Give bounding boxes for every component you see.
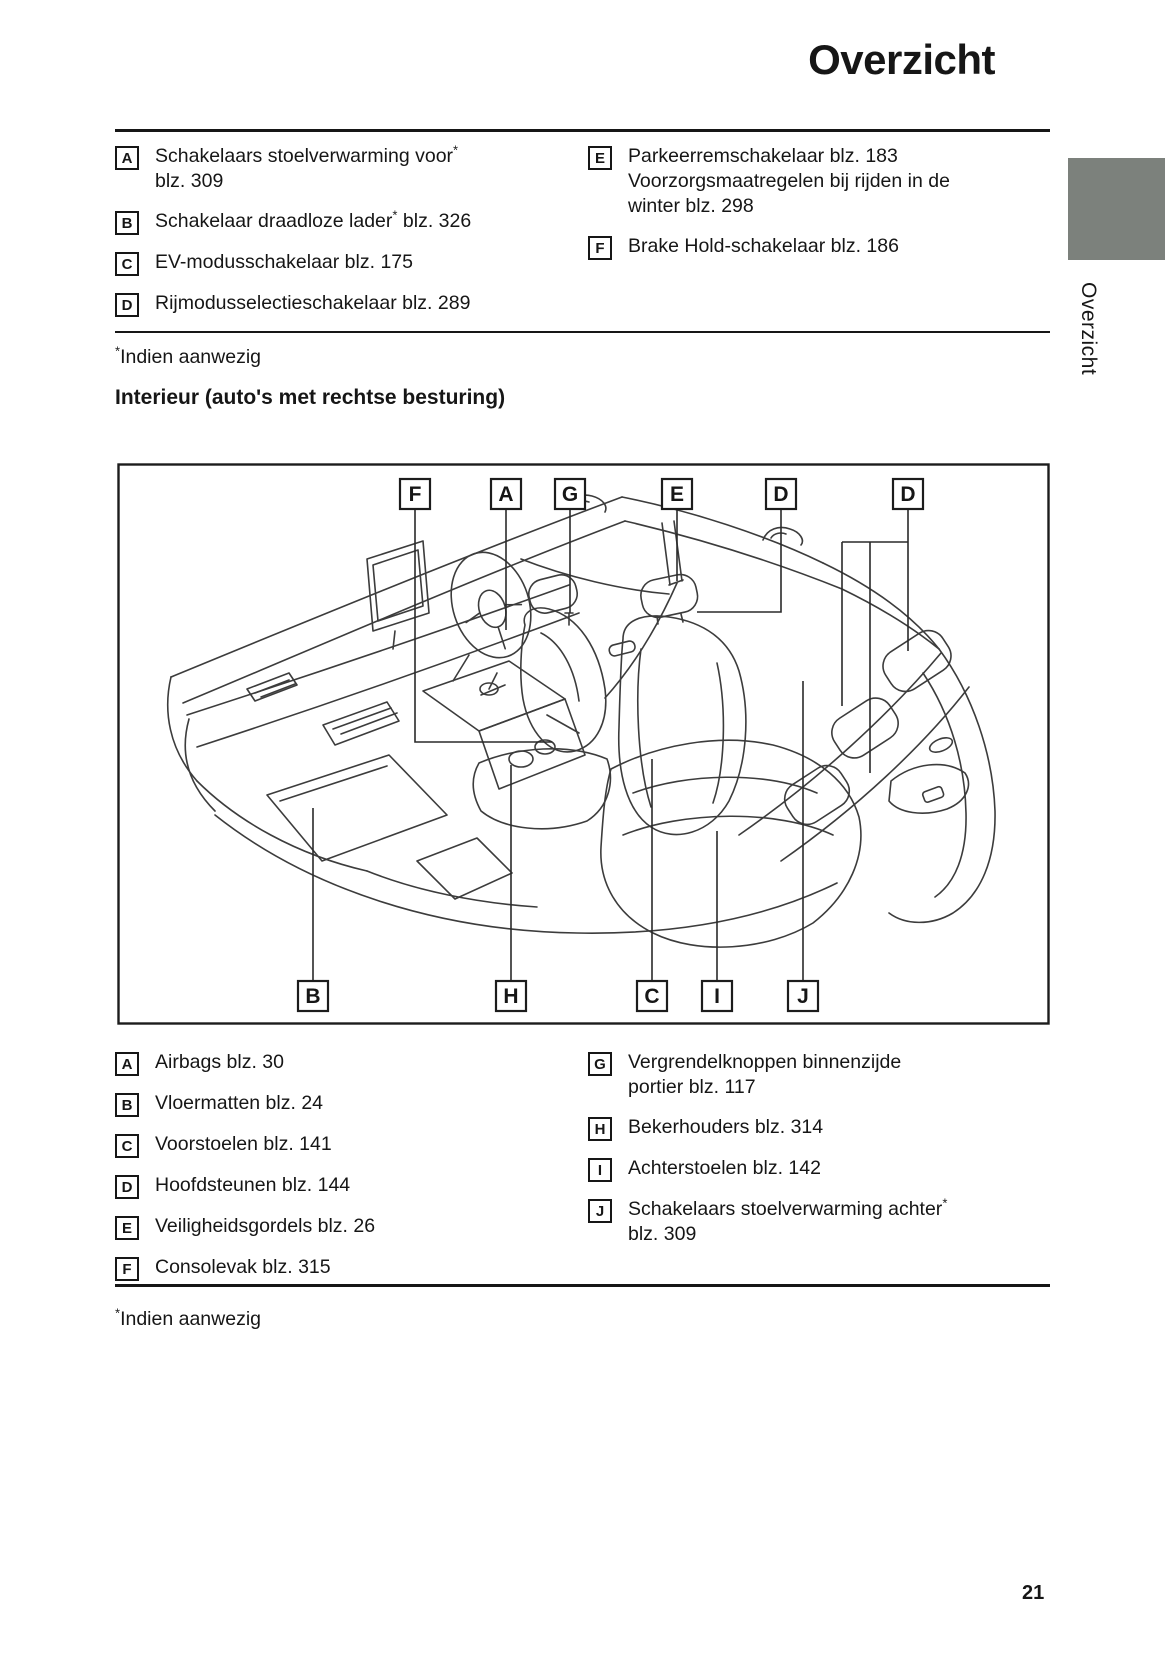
chapter-tab (1068, 158, 1165, 260)
item-text (628, 1156, 821, 1181)
item-key-box: F (588, 236, 612, 260)
diagram-frame (119, 465, 1049, 1024)
item-text (155, 1091, 323, 1116)
item-text (155, 1173, 350, 1198)
item-key-box: G (588, 1052, 612, 1076)
callout-letter: B (305, 985, 321, 1008)
item-rest: blz. 326 (397, 210, 472, 232)
item-text (155, 291, 470, 316)
item-key-box: C (115, 1134, 139, 1158)
top-legend-left (115, 144, 575, 332)
divider-mid (115, 331, 1050, 333)
item-key-box: J (588, 1199, 612, 1223)
callout-letter: F (408, 483, 422, 506)
item-key-box: B (115, 1093, 139, 1117)
list-item (115, 1132, 575, 1158)
item-line1: Schakelaars stoelverwarming achter (628, 1198, 943, 1220)
item-key-box: A (115, 1052, 139, 1076)
list-item (588, 1115, 1033, 1141)
bottom-legend-right (588, 1050, 1033, 1262)
callout-letter: A (498, 483, 514, 506)
callout-letter: I (714, 985, 720, 1008)
item-key-box: F (115, 1257, 139, 1281)
callout-letter: G (561, 483, 579, 506)
callout-letter: D (773, 483, 789, 506)
divider-top (115, 129, 1050, 132)
item-line2: Voorzorgsmaatregelen bij rijden in de (628, 170, 950, 192)
list-item (115, 250, 575, 276)
list-item (588, 1156, 1033, 1182)
item-line1: Airbags blz. 30 (155, 1051, 284, 1073)
interior-diagram (117, 463, 1050, 1025)
item-line2: portier blz. 117 (628, 1076, 756, 1098)
page-number: 21 (1022, 1582, 1045, 1604)
item-text (628, 144, 950, 219)
footnote (115, 1305, 261, 1331)
list-item (588, 144, 1028, 219)
callout-letter: D (900, 483, 916, 506)
divider-bottom (115, 1284, 1050, 1287)
footnote-marker: * (115, 1305, 121, 1321)
item-key-box: I (588, 1158, 612, 1182)
footnote-marker: * (392, 207, 398, 223)
item-text (628, 234, 899, 259)
list-item (588, 1050, 1033, 1100)
footnote-text: Indien aanwezig (120, 1308, 261, 1330)
item-text (155, 209, 471, 234)
item-line1: Achterstoelen blz. 142 (628, 1157, 821, 1179)
item-line1: Veiligheidsgordels blz. 26 (155, 1215, 376, 1237)
bottom-legend-left (115, 1050, 575, 1296)
item-key-box: A (115, 146, 139, 170)
list-item (115, 1091, 575, 1117)
item-key-box: D (115, 1175, 139, 1199)
top-legend-right (588, 144, 1028, 275)
callout-letter: E (669, 483, 685, 506)
item-line1: Schakelaars stoelverwarming voor (155, 145, 454, 167)
item-line1: Rijmodusselectieschakelaar blz. 289 (155, 292, 471, 314)
list-item (588, 234, 1028, 260)
list-item (115, 1173, 575, 1199)
footnote-marker: * (453, 142, 459, 158)
callout-letter: C (644, 985, 660, 1008)
item-text (155, 1214, 375, 1239)
item-line3: winter blz. 298 (628, 195, 754, 217)
callout-letter: H (503, 985, 519, 1008)
list-item (115, 1255, 575, 1281)
page-title: Overzicht (808, 36, 995, 83)
item-line1: EV-modusschakelaar blz. 175 (155, 251, 413, 273)
section-heading: Interieur (auto's met rechtse besturing) (115, 386, 506, 409)
item-text (628, 1050, 901, 1100)
footnote (115, 343, 261, 369)
list-item (588, 1197, 1033, 1247)
item-line2: blz. 309 (628, 1223, 697, 1245)
chapter-tab-label: Overzicht (1077, 282, 1100, 376)
list-item (115, 1050, 575, 1076)
list-item (115, 209, 575, 235)
item-key-box: C (115, 252, 139, 276)
item-text (155, 250, 413, 275)
item-key-box: E (588, 146, 612, 170)
item-text (155, 1132, 332, 1157)
item-line1: Hoofdsteunen blz. 144 (155, 1174, 351, 1196)
list-item (115, 291, 575, 317)
item-line1: Parkeerremschakelaar blz. 183 (628, 145, 898, 167)
item-text (628, 1115, 823, 1140)
list-item (115, 144, 575, 194)
item-line1: Consolevak blz. 315 (155, 1256, 331, 1278)
item-key-box: H (588, 1117, 612, 1141)
item-line1: Bekerhouders blz. 314 (628, 1116, 824, 1138)
footnote-marker: * (115, 343, 121, 359)
item-text (155, 144, 458, 194)
item-key-box: D (115, 293, 139, 317)
item-line1: Vergrendelknoppen binnenzijde (628, 1051, 902, 1073)
callout-letter: J (797, 985, 809, 1008)
item-line1: Brake Hold-schakelaar blz. 186 (628, 235, 899, 257)
item-text (628, 1197, 947, 1247)
item-text (155, 1050, 284, 1075)
item-key-box: B (115, 211, 139, 235)
item-key-box: E (115, 1216, 139, 1240)
item-line1: Vloermatten blz. 24 (155, 1092, 324, 1114)
item-line2: blz. 309 (155, 170, 224, 192)
item-text (155, 1255, 331, 1280)
item-line1: Voorstoelen blz. 141 (155, 1133, 332, 1155)
item-line1: Schakelaar draadloze lader (155, 210, 393, 232)
list-item (115, 1214, 575, 1240)
footnote-marker: * (942, 1195, 948, 1211)
footnote-text: Indien aanwezig (120, 346, 261, 368)
